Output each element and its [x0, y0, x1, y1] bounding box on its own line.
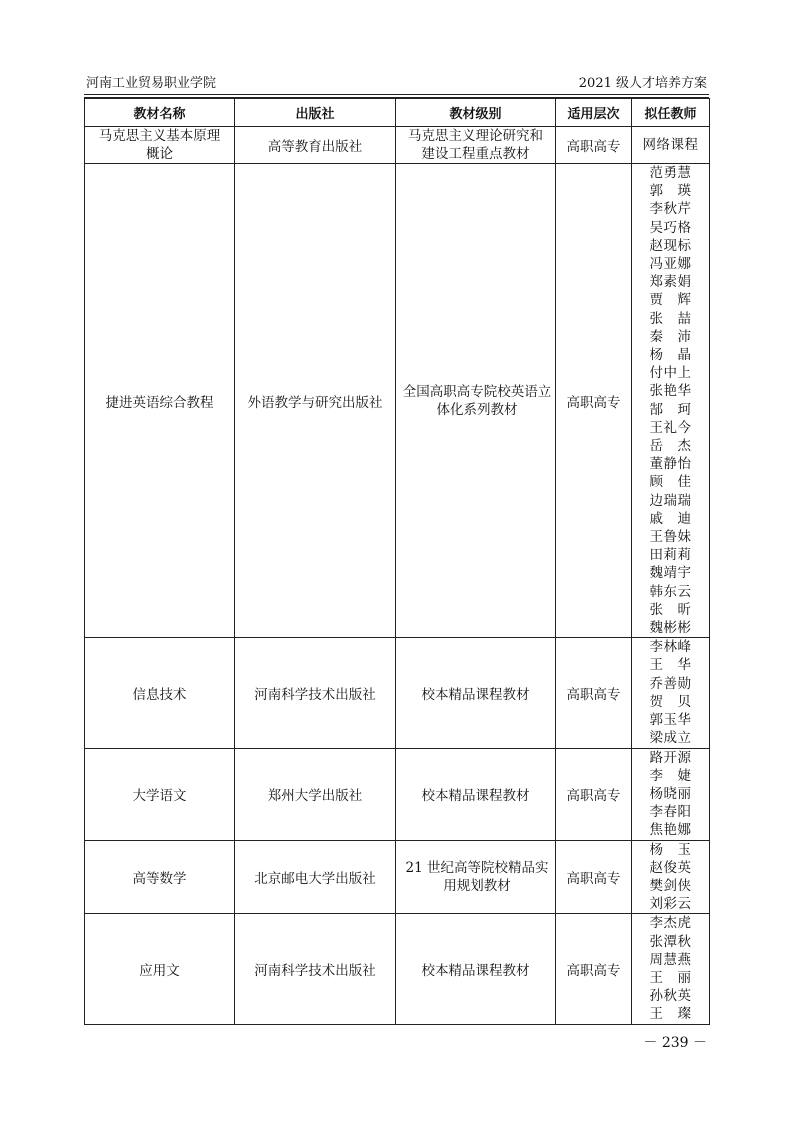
textbook-level: 全国高职高专院校英语立体化系列教材 — [396, 164, 556, 638]
teacher-name: 焦艳娜 — [649, 822, 692, 839]
column-header-level: 教材级别 — [396, 99, 556, 127]
applicable-scope: 高职高专 — [556, 748, 632, 840]
teacher-name: 梁成立 — [649, 730, 692, 747]
teacher-name: 王鲁妹 — [649, 529, 692, 546]
column-header-teachers: 拟任教师 — [632, 99, 710, 127]
teachers-cell — [632, 914, 710, 1024]
textbook-name: 马克思主义基本原理概论 — [85, 127, 235, 164]
column-header-name: 教材名称 — [85, 99, 235, 127]
table-row — [85, 748, 710, 840]
teacher-name: 田莉莉 — [649, 547, 692, 564]
teacher-name: 乔善勋 — [649, 675, 692, 692]
table-row — [85, 127, 710, 164]
teacher-name: 李杰虎 — [649, 915, 692, 932]
teachers-cell — [632, 638, 710, 748]
column-header-publisher: 出版社 — [235, 99, 396, 127]
teacher-name: 周慧燕 — [649, 951, 692, 968]
teacher-name: 路开源 — [649, 749, 692, 766]
teacher-name: 网络课程 — [642, 136, 699, 153]
teacher-name: 贾 辉 — [649, 292, 692, 309]
publisher: 河南科学技术出版社 — [235, 638, 396, 748]
table-row — [85, 164, 710, 638]
header-document-title: 2021 级人才培养方案 — [578, 76, 707, 91]
teacher-name: 杨 晶 — [649, 347, 692, 364]
teacher-name: 王 丽 — [649, 969, 692, 986]
table-row — [85, 638, 710, 748]
applicable-scope: 高职高专 — [556, 914, 632, 1024]
teacher-name: 孙秋英 — [649, 988, 692, 1005]
publisher: 北京邮电大学出版社 — [235, 840, 396, 914]
teacher-name: 韩东云 — [649, 583, 692, 600]
publisher: 郑州大学出版社 — [235, 748, 396, 840]
applicable-scope: 高职高专 — [556, 127, 632, 164]
textbook-level: 21 世纪高等院校精品实用规划教材 — [396, 840, 556, 914]
teacher-name: 付中上 — [649, 365, 692, 382]
textbook-name: 信息技术 — [85, 638, 235, 748]
teacher-name: 李秋芹 — [649, 201, 692, 218]
teacher-name: 董静怡 — [649, 456, 692, 473]
textbook-name: 大学语文 — [85, 748, 235, 840]
applicable-scope: 高职高专 — [556, 840, 632, 914]
teacher-name: 樊剑侠 — [649, 877, 692, 894]
publisher: 河南科学技术出版社 — [235, 914, 396, 1024]
teachers-cell — [632, 748, 710, 840]
teacher-name: 魏彬彬 — [649, 620, 692, 637]
teacher-name: 张 昕 — [649, 601, 692, 618]
applicable-scope: 高职高专 — [556, 164, 632, 638]
teacher-name: 赵现标 — [649, 237, 692, 254]
teacher-name: 张 喆 — [649, 310, 692, 327]
teacher-name: 范勇慧 — [649, 165, 692, 181]
teachers-cell — [632, 164, 710, 638]
teachers-cell — [632, 127, 710, 164]
textbook-name: 应用文 — [85, 914, 235, 1024]
textbook-level: 马克思主义理论研究和建设工程重点教材 — [396, 127, 556, 164]
teacher-name: 郭 瑛 — [649, 183, 692, 200]
teacher-name: 张艳华 — [649, 383, 692, 400]
teacher-name: 郭玉华 — [649, 712, 692, 729]
teacher-name: 秦 沛 — [649, 328, 692, 345]
applicable-scope: 高职高专 — [556, 638, 632, 748]
teacher-name: 李春阳 — [649, 804, 692, 821]
teacher-name: 王 华 — [649, 657, 692, 674]
teacher-name: 戚 迪 — [649, 510, 692, 527]
teacher-name: 边瑞瑞 — [649, 492, 692, 509]
teacher-name: 杨晓丽 — [649, 785, 692, 802]
table-header-row — [85, 99, 710, 127]
teacher-name: 吴巧格 — [649, 219, 692, 236]
teachers-cell — [632, 840, 710, 914]
publisher: 外语教学与研究出版社 — [235, 164, 396, 638]
teacher-name: 李 婕 — [649, 767, 692, 784]
teacher-name: 魏靖宇 — [649, 565, 692, 582]
teacher-name: 张潭秋 — [649, 933, 692, 950]
teacher-name: 贺 贝 — [649, 693, 692, 710]
textbook-level: 校本精品课程教材 — [396, 748, 556, 840]
textbook-table — [84, 98, 710, 1025]
textbook-name: 高等数学 — [85, 840, 235, 914]
textbook-level: 校本精品课程教材 — [396, 638, 556, 748]
table-row — [85, 840, 710, 914]
teacher-name: 王礼今 — [649, 419, 692, 436]
teacher-name: 岳 杰 — [649, 438, 692, 455]
teacher-name: 郑素娟 — [649, 274, 692, 291]
teacher-name: 顾 佳 — [649, 474, 692, 491]
teacher-name: 刘彩云 — [649, 896, 692, 913]
teacher-name: 李林峰 — [649, 639, 692, 656]
teacher-name: 杨 玉 — [649, 841, 692, 858]
column-header-scope: 适用层次 — [556, 99, 632, 127]
textbook-name: 捷进英语综合教程 — [85, 164, 235, 638]
textbook-level: 校本精品课程教材 — [396, 914, 556, 1024]
teacher-name: 冯亚娜 — [649, 256, 692, 273]
table-row — [85, 914, 710, 1024]
publisher: 高等教育出版社 — [235, 127, 396, 164]
header-institution: 河南工业贸易职业学院 — [86, 76, 217, 91]
header-rule — [84, 94, 709, 95]
page-number: － 239 － — [643, 1035, 707, 1051]
teacher-name: 郜 珂 — [649, 401, 692, 418]
teacher-name: 赵俊英 — [649, 859, 692, 876]
teacher-name: 王 璨 — [649, 1006, 692, 1023]
